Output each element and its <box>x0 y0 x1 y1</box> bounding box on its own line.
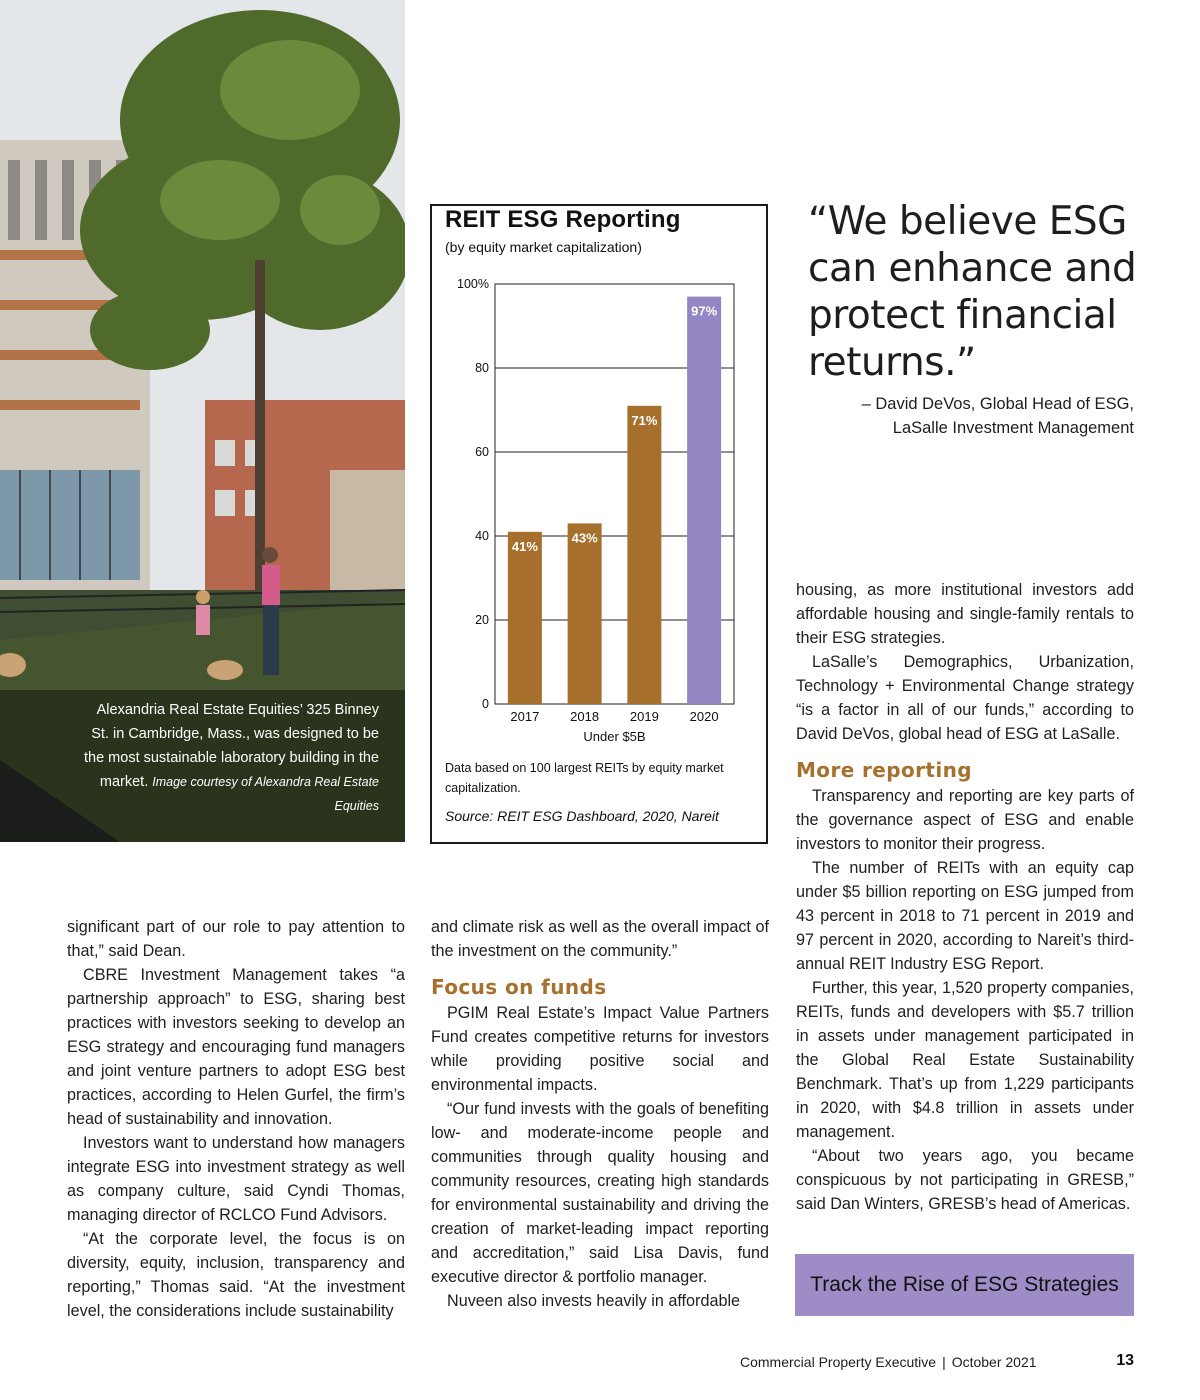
chart-source: Source: REIT ESG Dashboard, 2020, Nareit <box>445 808 719 824</box>
page-footer <box>740 1354 1037 1370</box>
data-label: 71% <box>631 412 658 428</box>
issue-date: October 2021 <box>951 1354 1037 1370</box>
y-tick-label: 20 <box>475 613 489 627</box>
article-column-3 <box>796 578 1134 1216</box>
chart-title: REIT ESG Reporting <box>445 206 681 233</box>
paragraph: Further, this year, 1,520 property companies, REITs, funds and developers with $5.7 trillion in assets under management participated in the Global Real Estate Sustainability Benchmark. That’s up from 1,229 participants in 2020, with $4.8 trillion in assets under management. <box>796 979 1134 1141</box>
bar <box>627 406 661 704</box>
paragraph: significant part of our role to pay attention to that,” said Dean. <box>67 918 405 960</box>
chart-note: Data based on 100 largest REITs by equity market capitalization. <box>445 761 724 795</box>
building-photo <box>0 0 405 842</box>
chart-plot <box>432 206 766 766</box>
footer-separator: | <box>942 1354 946 1370</box>
page-number: 13 <box>1116 1352 1134 1369</box>
paragraph: Transparency and reporting are key parts of the governance aspect of ESG and enable investors to monitor their progress. <box>796 787 1134 853</box>
x-tick-label: 2017 <box>510 709 540 724</box>
y-tick-label: 40 <box>475 529 489 543</box>
paragraph: PGIM Real Estate’s Impact Value Partners Fund creates competitive returns for investors while providing positive social and environmental impacts. <box>431 1004 769 1094</box>
x-axis-label: Under $5B <box>583 729 646 744</box>
attribution-line-1: – David DeVos, Global Head of ESG, <box>861 395 1134 413</box>
y-tick-label: 100% <box>457 277 489 291</box>
paragraph: “About two years ago, you became conspicuous by not participating in GRESB,” said Dan Winters, GRESB’s head of Americas. <box>796 1147 1134 1213</box>
paragraph: The number of REITs with an equity cap under $5 billion reporting on ESG jumped from 43 percent in 2018 to 71 percent in 2019 and 97 percent in 2020, according to Nareit’s third-annual REIT Industry ESG Report. <box>796 859 1134 973</box>
data-label: 41% <box>511 538 538 554</box>
paragraph: Investors want to understand how managers integrate ESG into investment strategy as well as company culture, said Cyndi Thomas, managing director of RCLCO Fund Advisors. <box>67 1134 405 1224</box>
publication-name: Commercial Property Executive <box>740 1354 937 1370</box>
paragraph: LaSalle’s Demographics, Urbanization, Technology + Environmental Change strategy “is a factor in all of our funds,” according to David DeVos, global head of ESG at LaSalle. <box>796 653 1134 743</box>
paragraph: CBRE Investment Management takes “a partnership approach” to ESG, sharing best practices with investors seeking to develop an ESG strategy and encouraging fund managers and joint venture partners to adopt ESG best practices, according to Helen Gurfel, the firm’s head of sustainability and innovation. <box>67 966 405 1128</box>
photo-caption <box>79 698 379 818</box>
y-tick-label: 80 <box>475 361 489 375</box>
reit-esg-chart <box>430 204 768 844</box>
caption-text: Alexandria Real Estate Equities’ 325 Binney St. in Cambridge, Mass., was designed to be the most sustainable laboratory building in the market. <box>83 702 379 790</box>
attribution-line-2: LaSalle Investment Management <box>892 419 1134 437</box>
bar <box>687 297 721 704</box>
data-label: 43% <box>571 530 598 546</box>
quote-attribution <box>814 392 1134 440</box>
paragraph: Nuveen also invests heavily in affordable <box>447 1292 741 1310</box>
paragraph: housing, as more institutional investors add affordable housing and single-family rentals to their ESG strategies. <box>796 581 1134 647</box>
x-tick-label: 2020 <box>689 709 719 724</box>
bar <box>568 523 602 704</box>
article-column-2 <box>431 915 769 1313</box>
pull-quote: “We believe ESG can enhance and protect financial returns.” <box>808 199 1137 385</box>
track-esg-strategies-link[interactable]: Track the Rise of ESG Strategies <box>795 1254 1134 1316</box>
caption-credit: Image courtesy of Alexandra Real Estate Equities <box>152 775 379 813</box>
section-heading-more-reporting: More reporting <box>796 758 972 782</box>
y-tick-label: 60 <box>475 445 489 459</box>
article-column-1 <box>67 915 405 1323</box>
x-tick-label: 2019 <box>629 709 659 724</box>
paragraph: “Our fund invests with the goals of benefiting low- and moderate-income people and communities through quality housing and community resources, creating high standards for environmental sustainability and driving the creation of market-leading impact reporting and accreditation,” said Lisa Davis, fund executive director & portfolio manager. <box>431 1100 769 1286</box>
data-label: 97% <box>691 303 718 319</box>
bar <box>508 532 542 704</box>
y-tick-label: 0 <box>482 697 489 711</box>
paragraph: and climate risk as well as the overall impact of the investment on the community.” <box>431 918 769 960</box>
x-tick-label: 2018 <box>570 709 600 724</box>
section-heading-focus-on-funds: Focus on funds <box>431 975 607 999</box>
chart-subtitle: (by equity market capitalization) <box>445 239 642 255</box>
paragraph: “At the corporate level, the focus is on diversity, equity, inclusion, transparency and reporting,” Thomas said. “At the investment level, the considerations include sustainability <box>67 1230 405 1320</box>
